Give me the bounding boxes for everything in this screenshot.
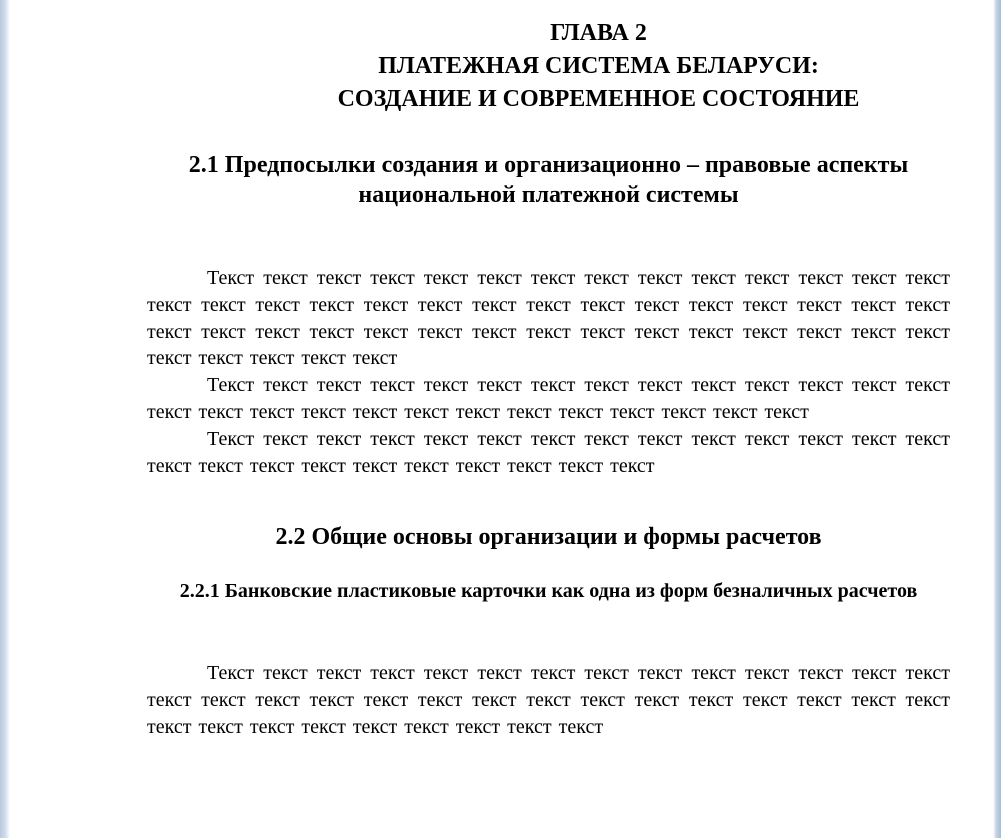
chapter-title-line2: СОЗДАНИЕ И СОВРЕМЕННОЕ СОСТОЯНИЕ	[337, 86, 860, 112]
paragraph: Текст текст текст текст текст текст текст текст текст текст текст текст текст текст текст текст текст текст текст текст текст текст текст текст текст текст текст текст текст текст текст текст текст текст текст текст текст текст	[147, 662, 950, 738]
paragraph: Текст текст текст текст текст текст текст текст текст текст текст текст текст текст текст текст текст текст текст текст текст текст текст текст текст текст текст	[147, 374, 950, 423]
paragraph: Текст текст текст текст текст текст текст текст текст текст текст текст текст текст текст текст текст текст текст текст текст текст текст текст текст текст текст текст текст текст текст текст текст текст текст текст текст текст текст текст текст текст текст текст текст текст текст текст текст	[147, 267, 950, 370]
page-left-border	[0, 0, 10, 838]
section-heading-2-1: 2.1 Предпосылки создания и организационно – правовые аспекты национальной платежной системы	[188, 152, 909, 208]
chapter-title-line1: ПЛАТЕЖНАЯ СИСТЕМА БЕЛАРУСИ:	[378, 53, 819, 79]
section-2-1-body	[147, 265, 950, 479]
chapter-number: ГЛАВА 2	[550, 20, 647, 46]
page-content	[147, 0, 950, 741]
paragraph: Текст текст текст текст текст текст текст текст текст текст текст текст текст текст текст текст текст текст текст текст текст текст текст текст	[147, 427, 950, 477]
section-2-2-1-body	[147, 660, 950, 740]
section-heading-2-2-1: 2.2.1 Банковские пластиковые карточки как одна из форм безналичных расчетов	[179, 580, 918, 603]
page-right-border	[993, 0, 1001, 838]
chapter-heading	[147, 17, 950, 116]
section-heading-2-2: 2.2 Общие основы организации и формы расчетов	[275, 524, 822, 551]
